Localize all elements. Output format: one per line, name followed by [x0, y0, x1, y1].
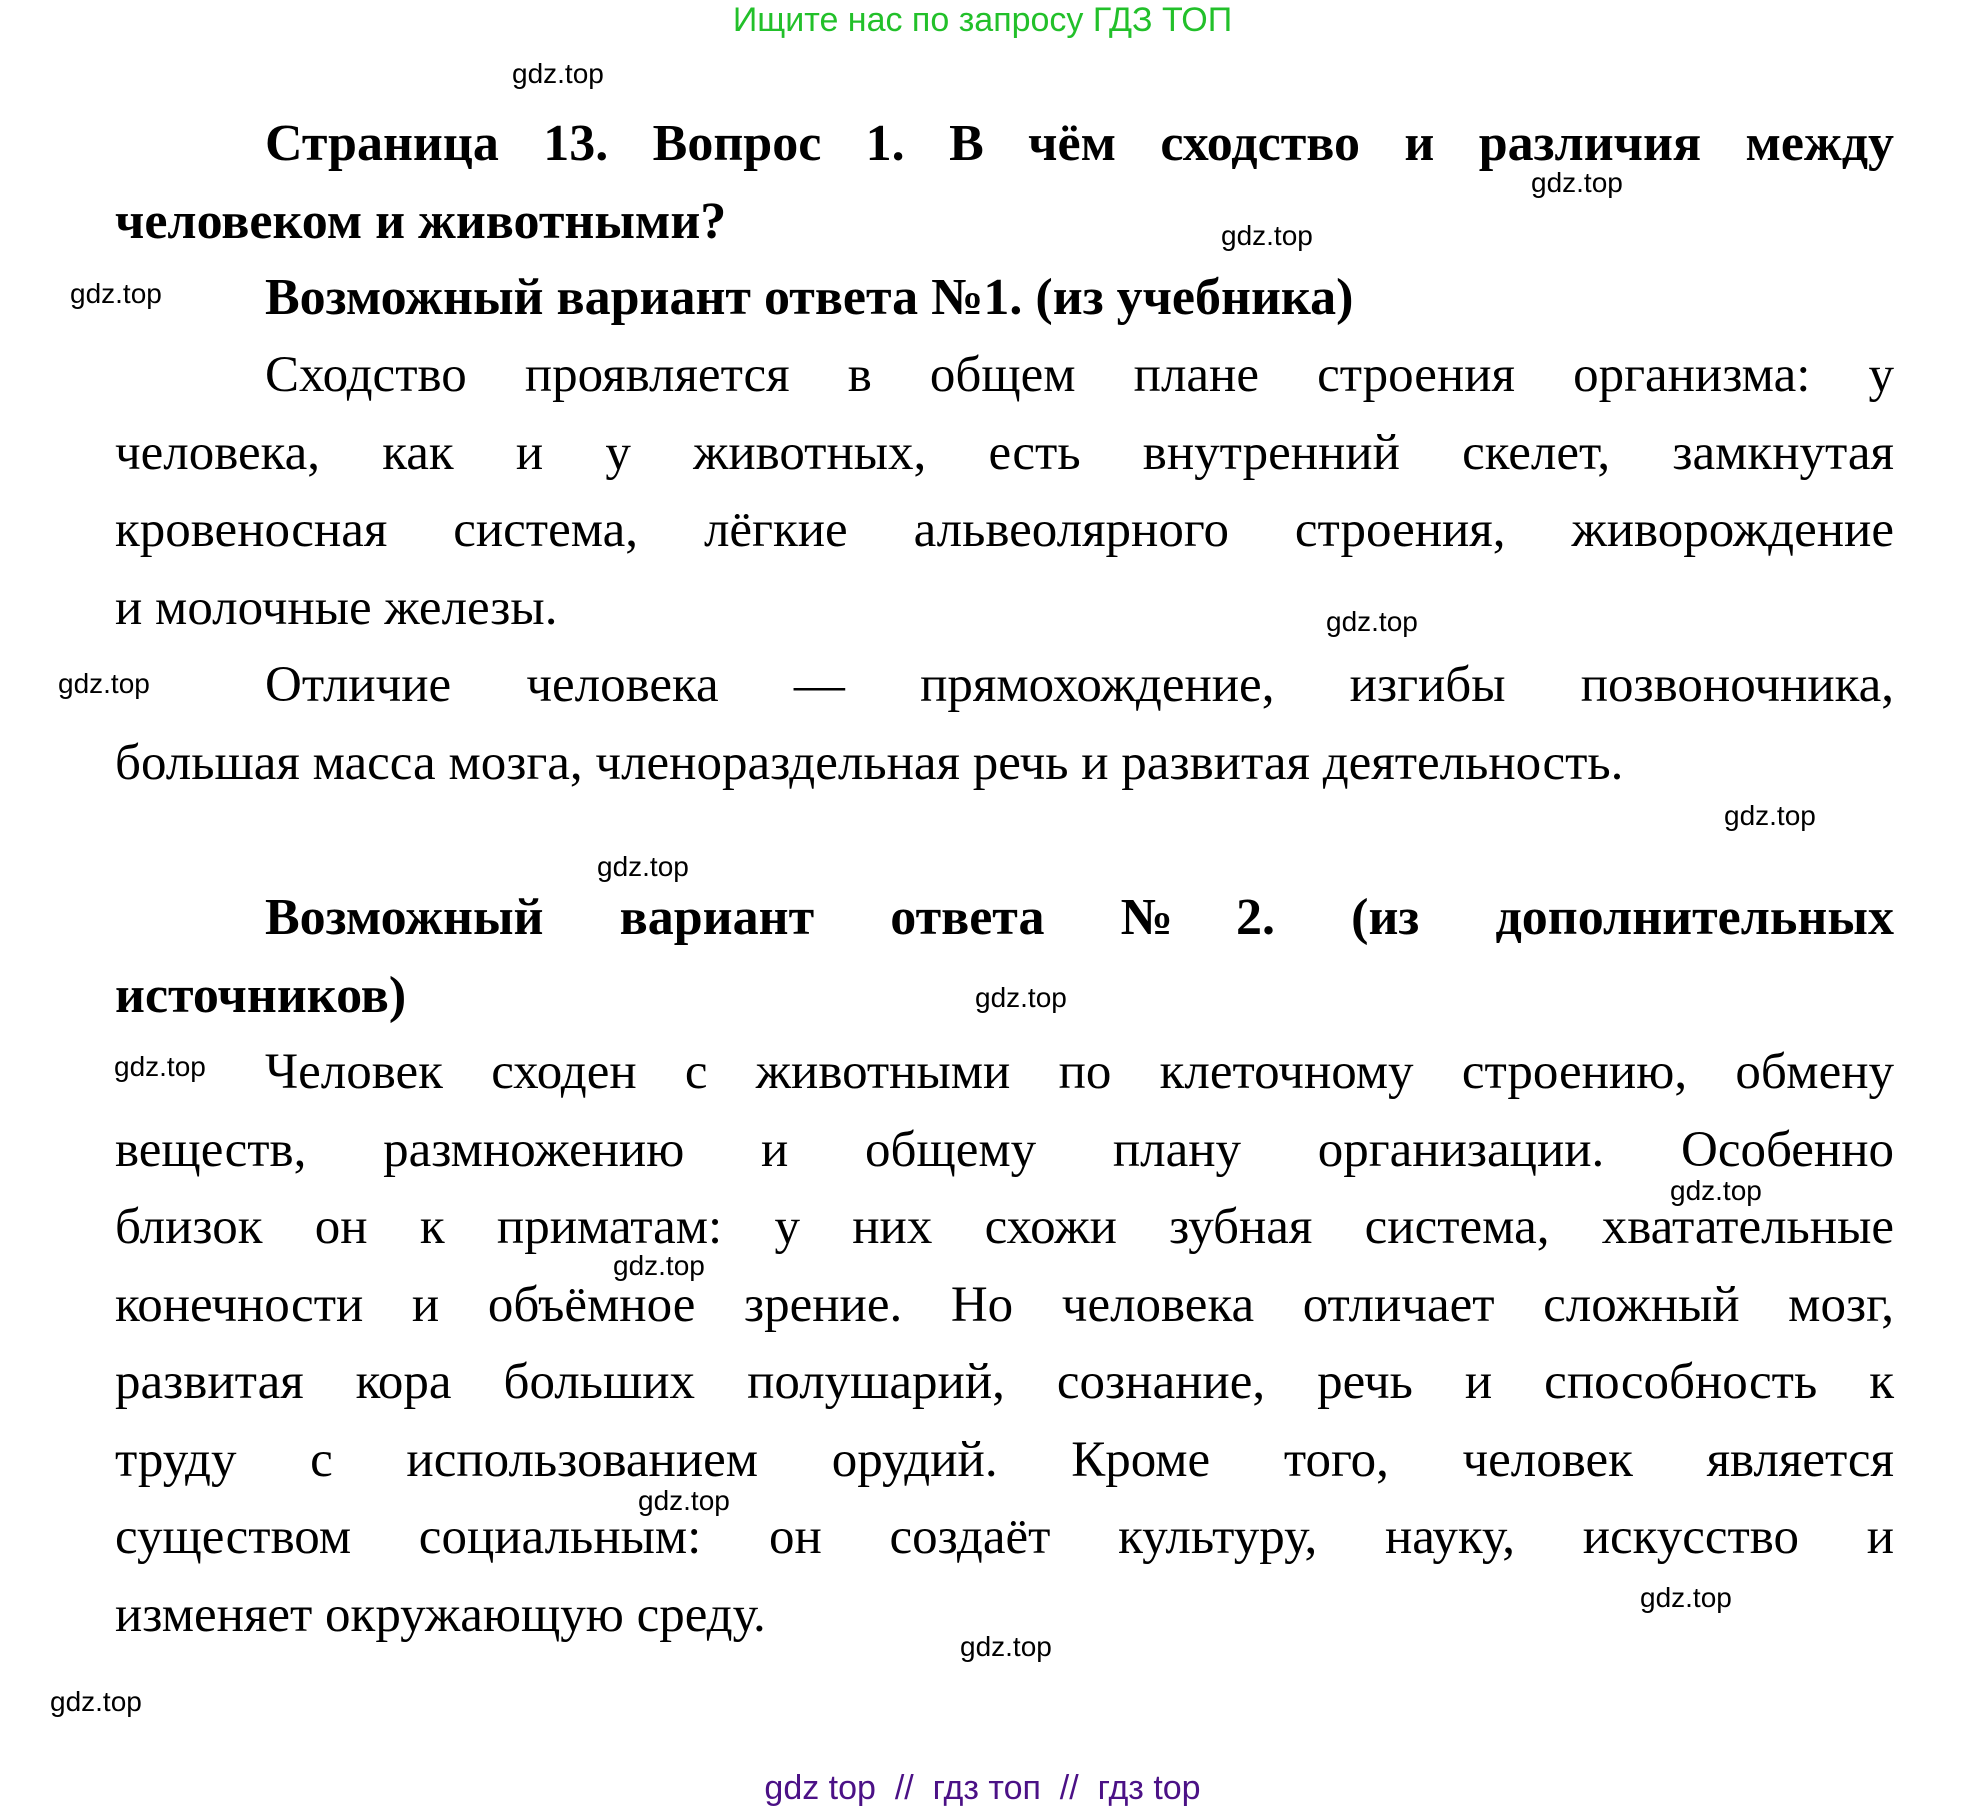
text-line: Отличие человека — прямохождение, изгибы позвоночника,	[265, 657, 1894, 713]
answer1-paragraph-2	[115, 647, 1894, 802]
text-line: кровеносная система, лёгкие альвеолярного строения, живорождение	[115, 502, 1894, 558]
watermark: gdz.top	[512, 58, 604, 89]
answer1-heading-text: Возможный вариант ответа №1. (из учебника)	[265, 269, 1354, 326]
text-line: человека, как и у животных, есть внутренний скелет, замкнутая	[115, 424, 1894, 481]
question-line-2: человеком и животными?	[115, 192, 727, 250]
watermark: gdz.top	[58, 668, 150, 699]
text-line: веществ, размножению и общему плану организации. Особенно	[115, 1121, 1894, 1178]
watermark: gdz.top	[975, 982, 1067, 1013]
answer2-heading-line-1: Возможный вариант ответа №2. (из дополнительных	[265, 889, 1894, 946]
watermark: gdz.top	[1670, 1175, 1762, 1206]
answer2-heading-line-2: источников)	[115, 966, 407, 1024]
watermark: gdz.top	[1640, 1582, 1732, 1613]
answer1-paragraph-1	[115, 337, 1894, 647]
text-line: существом социальным: он создаёт культуру, науку, искусство и	[115, 1509, 1894, 1565]
text-line: Сходство проявляется в общем плане строения организма: у	[265, 347, 1894, 403]
watermark: gdz.top	[1326, 606, 1418, 637]
search-banner: Ищите нас по запросу ГДЗ ТОП	[732, 1, 1233, 39]
text-line: изменяет окружающую среду.	[115, 1586, 766, 1643]
watermark: gdz.top	[960, 1631, 1052, 1662]
watermark: gdz.top	[50, 1686, 142, 1717]
watermark: gdz.top	[613, 1250, 705, 1281]
text-line: большая масса мозга, членораздельная речь и развитая деятельность.	[115, 734, 1624, 791]
watermark: gdz.top	[70, 278, 162, 309]
text-line: Человек сходен с животными по клеточному строению, обмену	[265, 1044, 1894, 1100]
question-heading	[115, 105, 1894, 260]
text-line: развитая кора больших полушарий, сознание, речь и способность к	[115, 1354, 1894, 1410]
watermark: gdz.top	[1531, 167, 1623, 198]
watermark: gdz.top	[638, 1485, 730, 1516]
question-line-1: Страница 13. Вопрос 1. В чём сходство и различия между	[265, 115, 1894, 172]
text-line: и молочные железы.	[115, 579, 558, 636]
text-line: близок он к приматам: у них схожи зубная система, хватательные	[115, 1199, 1894, 1255]
watermark: gdz.top	[1221, 220, 1313, 251]
watermark: gdz.top	[1724, 800, 1816, 831]
text-line: конечности и объёмное зрение. Но человека отличает сложный мозг,	[115, 1276, 1894, 1333]
answer1-heading	[115, 259, 1894, 337]
answer2-paragraph	[115, 1034, 1894, 1654]
watermark: gdz.top	[114, 1051, 206, 1082]
watermark: gdz.top	[597, 851, 689, 882]
footer-watermark: gdz top // гдз топ // гдз top	[764, 1769, 1201, 1807]
text-line: труду с использованием орудий. Кроме того, человек является	[115, 1431, 1894, 1488]
